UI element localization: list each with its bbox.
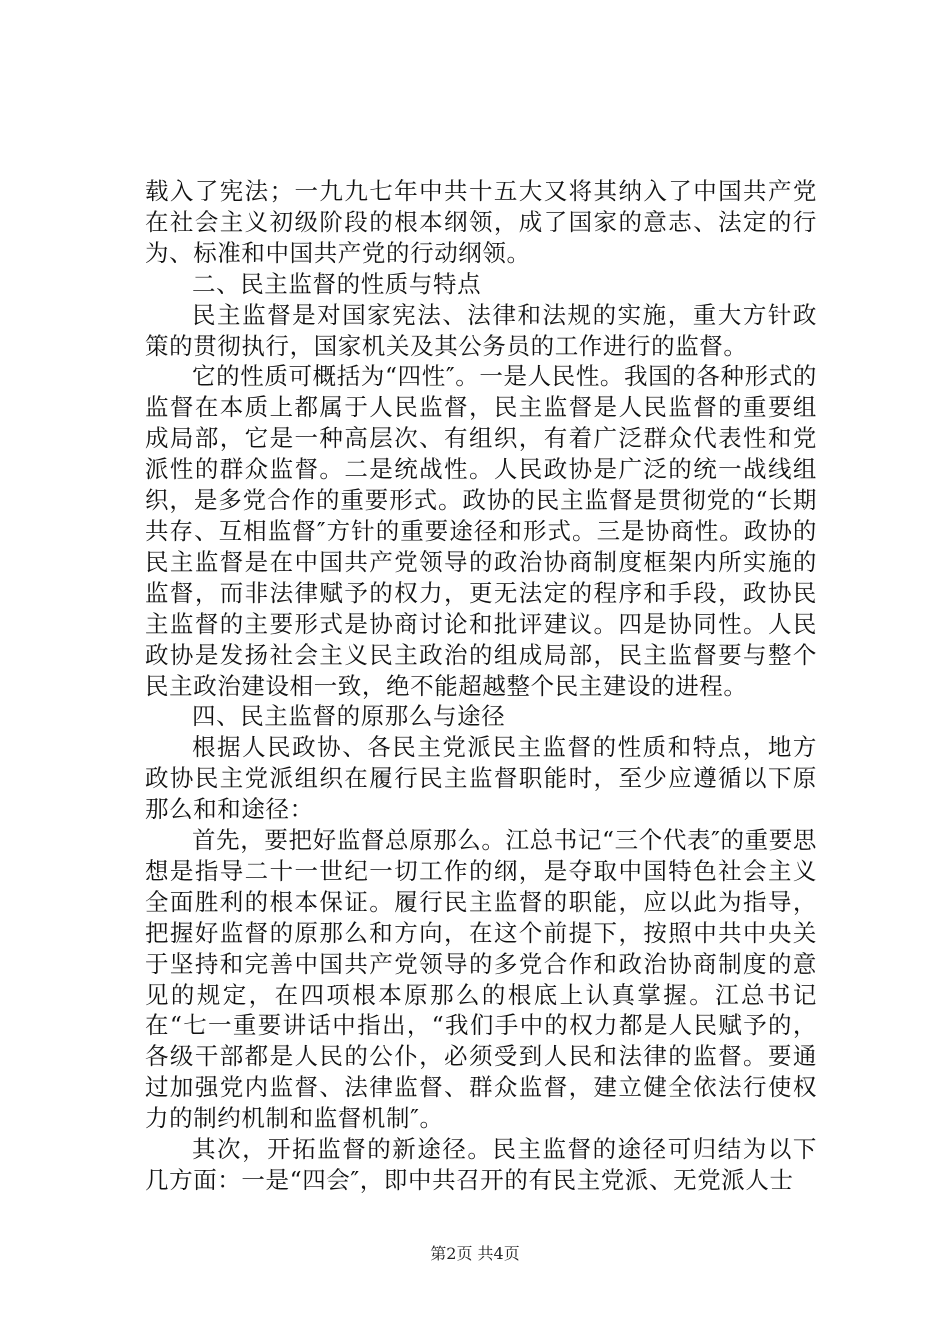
- document-body: [145, 176, 817, 1196]
- page-number-footer: 第2页 共4页: [430, 1244, 520, 1263]
- section-heading-principles: 四、民主监督的原那么与途径: [192, 702, 506, 731]
- paragraph-first-principle: 首先，要把好监督总原那么。江总书记“三个代表″的重要思想是指导二十一世纪一切工作的纲，是夺取中国特色社会主义全面胜利的根本保证。履行民主监督的职能，应以此为指导，把握好监督的原那么和方向，在这个前提下，按照中共中央关于坚持和完善中国共产党领导的多党合作和政治协商制度的意见的规定，在四项根本原那么的根底上认真掌握。江总书记在“七一重要讲话中指出，“我们手中的权力都是人民赋予的，各级干部都是人民的公仆，必须受到人民和法律的监督。要通过加强党内监督、法律监督、群众监督，建立健全依法行使权力的制约机制和监督机制″。: [145, 826, 817, 1133]
- paragraph-definition: 民主监督是对国家宪法、法律和法规的实施，重大方针政策的贯彻执行，国家机关及其公务员的工作进行的监督。: [145, 300, 817, 360]
- paragraph-four-natures: 它的性质可概括为“四性″。一是人民性。我国的各种形式的监督在本质上都属于人民监督，民主监督是人民监督的重要组成局部，它是一种高层次、有组织，有着广泛群众代表性和党派性的群众监督。二是统战性。人民政协是广泛的统一战线组织，是多党合作的重要形式。政协的民主监督是贯彻党的“长期共存、互相监督″方针的重要途径和形式。三是协商性。政协的民主监督是在中国共产党领导的政治协商制度框架内所实施的监督，而非法律赋予的权力，更无法定的程序和手段，政协民主监督的主要形式是协商讨论和批评建议。四是协同性。人民政协是发扬社会主义民主政治的组成局部，民主监督要与整个民主政治建设相一致，绝不能超越整个民主建设的进程。: [145, 362, 817, 700]
- paragraph-second-approach: 其次，开拓监督的新途径。民主监督的途径可归结为以下几方面：一是“四会″，即中共召开的有民主党派、无党派人士: [145, 1135, 817, 1194]
- paragraph-principles-intro: 根据人民政协、各民主党派民主监督的性质和特点，地方政协民主党派组织在履行民主监督职能时，至少应遵循以下原那么和和途径：: [145, 733, 817, 824]
- section-heading-nature: 二、民主监督的性质与特点: [192, 269, 482, 298]
- paragraph-continuation: 载入了宪法；一九九七年中共十五大又将其纳入了中国共产党在社会主义初级阶段的根本纲领，成了国家的意志、法定的行为、标准和中国共产党的行动纲领。: [145, 177, 817, 267]
